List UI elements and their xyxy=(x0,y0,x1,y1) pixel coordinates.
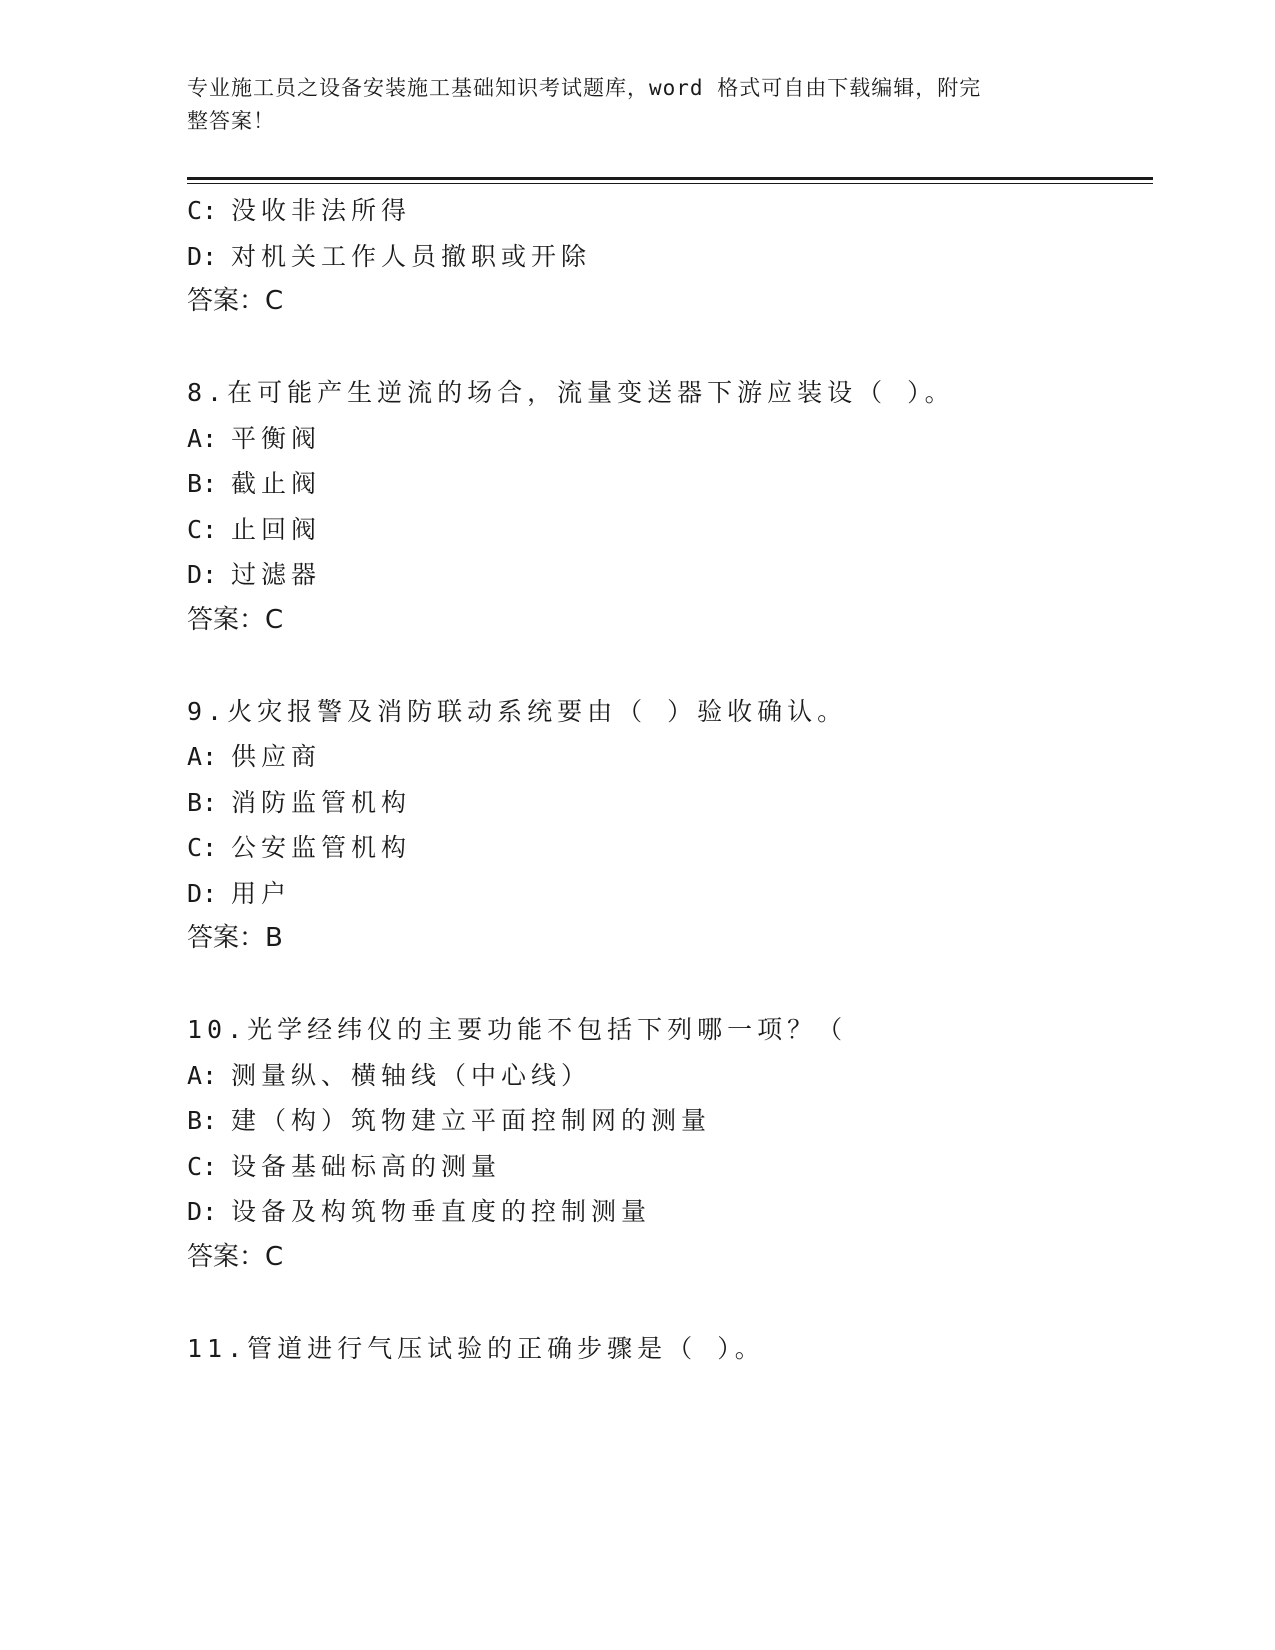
q8-option-c xyxy=(187,507,1147,553)
question-spacer xyxy=(187,962,1147,1008)
q8-question: 8.在可能产生逆流的场合，流量变送器下游应装设（ ）。 xyxy=(187,378,955,407)
option-text: 截止阀 xyxy=(231,469,322,498)
option-text: 供应商 xyxy=(231,742,322,771)
option-label: C: xyxy=(187,1151,218,1181)
option-label: D: xyxy=(187,1197,218,1226)
option-text: 平衡阀 xyxy=(231,423,322,453)
header-rule-thin xyxy=(187,183,1153,184)
option-label: A: xyxy=(187,1060,218,1090)
option-label: B: xyxy=(187,469,218,498)
option-label: C: xyxy=(187,833,218,862)
option-label: A: xyxy=(187,423,218,453)
q9-option-b xyxy=(187,780,1147,826)
q9-question: 9.火灾报警及消防联动系统要由（ ）验收确认。 xyxy=(187,696,848,726)
q8-option-a xyxy=(187,416,1147,462)
option-label: D: xyxy=(187,878,218,908)
option-text: 过滤器 xyxy=(231,560,322,589)
question-spacer xyxy=(187,325,1147,371)
q8-option-b xyxy=(187,461,1147,507)
q7-option-d xyxy=(187,234,1147,280)
option-text: 对机关工作人员撤职或开除 xyxy=(231,241,592,271)
option-text: 没收非法所得 xyxy=(231,196,412,225)
q10-option-c xyxy=(187,1144,1147,1190)
q8-answer: 答案：C xyxy=(187,604,284,635)
header-rule-thick xyxy=(187,177,1153,180)
q9-option-a xyxy=(187,734,1147,780)
q9-answer: 答案：B xyxy=(187,923,283,953)
option-text: 设备及构筑物垂直度的控制测量 xyxy=(231,1197,652,1226)
question-spacer xyxy=(187,1280,1147,1326)
header-line-2: 整答案！ xyxy=(187,109,275,133)
option-label: D: xyxy=(187,241,218,271)
option-text: 公安监管机构 xyxy=(231,833,412,862)
option-text: 止回阀 xyxy=(231,514,322,544)
option-label: B: xyxy=(187,787,218,817)
q7-answer: 答案：C xyxy=(187,286,284,316)
document-body xyxy=(187,188,1147,1371)
q10-option-a xyxy=(187,1053,1147,1099)
q9-option-d xyxy=(187,871,1147,917)
q10-question: 10.光学经纬仪的主要功能不包括下列哪一项？（ xyxy=(187,1015,848,1044)
question-spacer xyxy=(187,643,1147,689)
option-text: 消防监管机构 xyxy=(231,787,412,817)
q10-answer: 答案：C xyxy=(187,1241,284,1272)
option-label: C: xyxy=(187,196,218,225)
q10-option-b xyxy=(187,1098,1147,1144)
document-header xyxy=(187,72,1067,138)
option-label: A: xyxy=(187,742,218,771)
option-label: B: xyxy=(187,1106,218,1135)
q9-option-c xyxy=(187,825,1147,871)
option-text: 用户 xyxy=(231,878,292,908)
q11-question: 11.管道进行气压试验的正确步骤是（ ）。 xyxy=(187,1333,765,1363)
q7-option-c xyxy=(187,188,1147,234)
option-text: 建（构）筑物建立平面控制网的测量 xyxy=(231,1106,712,1135)
option-label: C: xyxy=(187,514,218,544)
header-line-1: 专业施工员之设备安装施工基础知识考试题库，word 格式可自由下载编辑，附完 xyxy=(187,76,982,100)
q8-option-d xyxy=(187,552,1147,598)
q10-option-d xyxy=(187,1189,1147,1235)
option-text: 设备基础标高的测量 xyxy=(231,1151,502,1181)
option-label: D: xyxy=(187,560,218,589)
option-text: 测量纵、横轴线（中心线） xyxy=(231,1060,592,1090)
